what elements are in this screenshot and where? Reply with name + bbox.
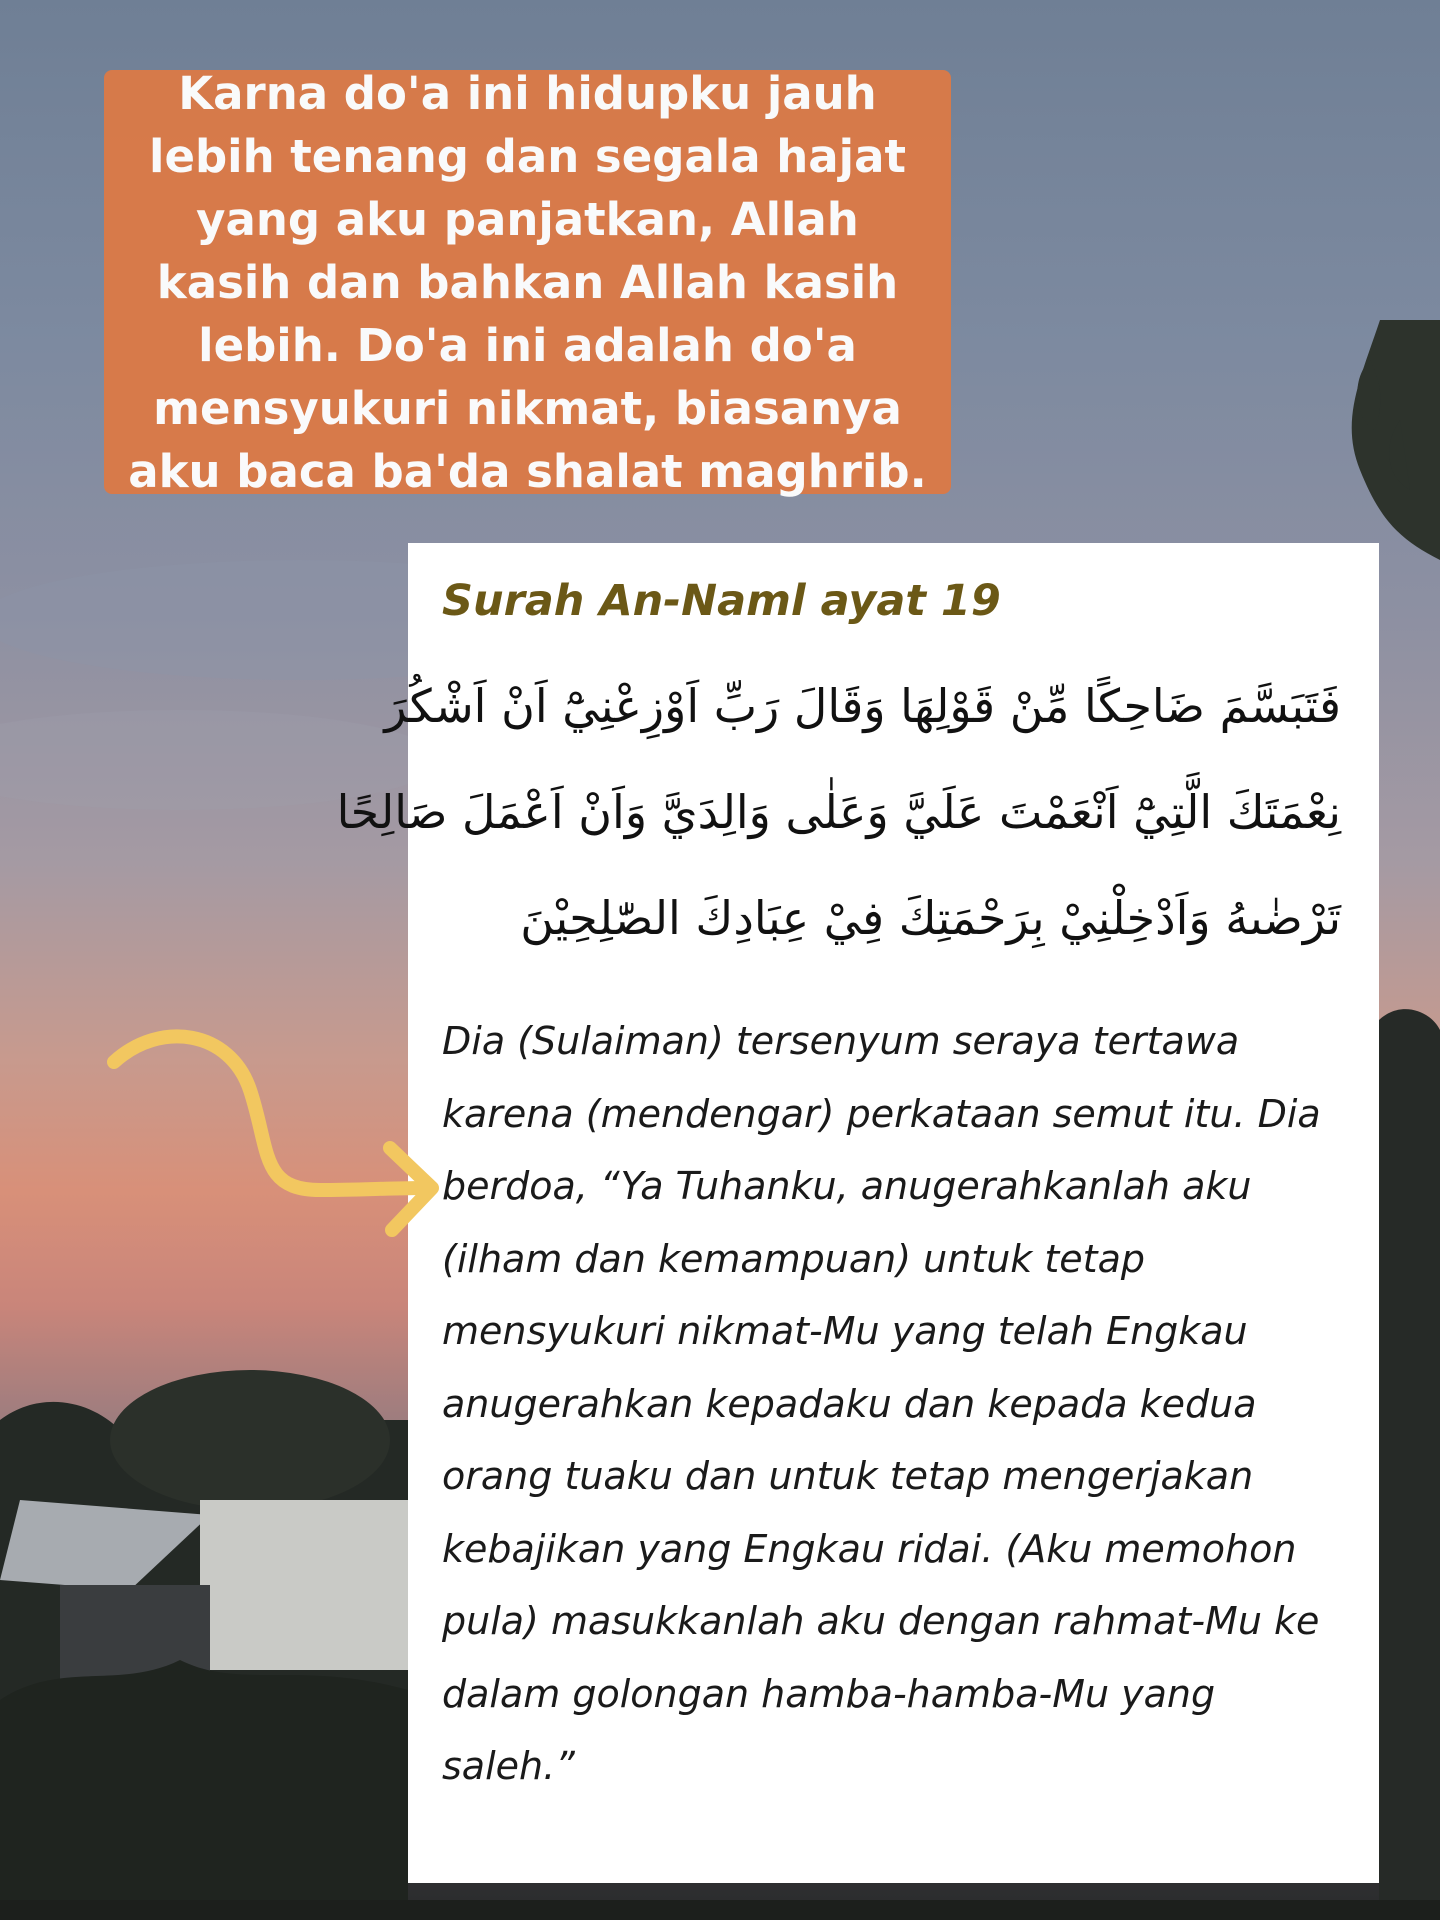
verse-translation: Dia (Sulaiman) tersenyum seraya tertawa karena (mendengar) perkataan semut itu. Dia berdoa, “Ya Tuhanku, anugerahkanlah aku (ilham dan kemampuan) untuk tetap mensyukuri nikmat-Mu yang telah Engkau anugerahkan kepadaku dan kepada kedua orang tuaku dan untuk tetap mengerjakan kebajikan yang Engkau ridai. (Aku memohon pula) masukkanlah aku dengan rahmat-Mu ke dalam golongan hamba-hamba-Mu yang saleh.” bbox=[442, 1019, 1321, 1788]
callout-text: Karna do'a ini hidupku jauh lebih tenang dan segala hajat yang aku panjatkan, Allah kasih dan bahkan Allah kasih lebih. Do'a ini adalah do'a mensyukuri nikmat, biasanya aku baca ba'da shalat maghrib. bbox=[128, 66, 927, 498]
tree-right bbox=[1352, 320, 1440, 560]
arabic-line-2: نِعْمَتَكَ الَّتِيْٓ اَنْعَمْتَ عَلَيَّ وَعَلٰى وَالِدَيَّ وَاَنْ اَعْمَلَ صَالِحًا bbox=[336, 785, 1341, 839]
verse-card bbox=[336, 543, 1379, 1883]
arabic-verse bbox=[336, 653, 1345, 971]
arabic-line-1: فَتَبَسَّمَ ضَاحِكًا مِّنْ قَوْلِهَا وَقَالَ رَبِّ اَوْزِعْنِيْٓ اَنْ اَشْكُرَ bbox=[384, 679, 1341, 733]
arabic-line-3: تَرْضٰىهُ وَاَدْخِلْنِيْ بِرَحْمَتِكَ فِيْ عِبَادِكَ الصّٰلِحِيْنَ bbox=[520, 891, 1341, 945]
verse-title: Surah An-Naml ayat 19 bbox=[442, 576, 1001, 626]
curved-arrow-icon bbox=[100, 1020, 440, 1250]
callout-box bbox=[104, 66, 951, 498]
trees-right-lower bbox=[1379, 1009, 1440, 1920]
